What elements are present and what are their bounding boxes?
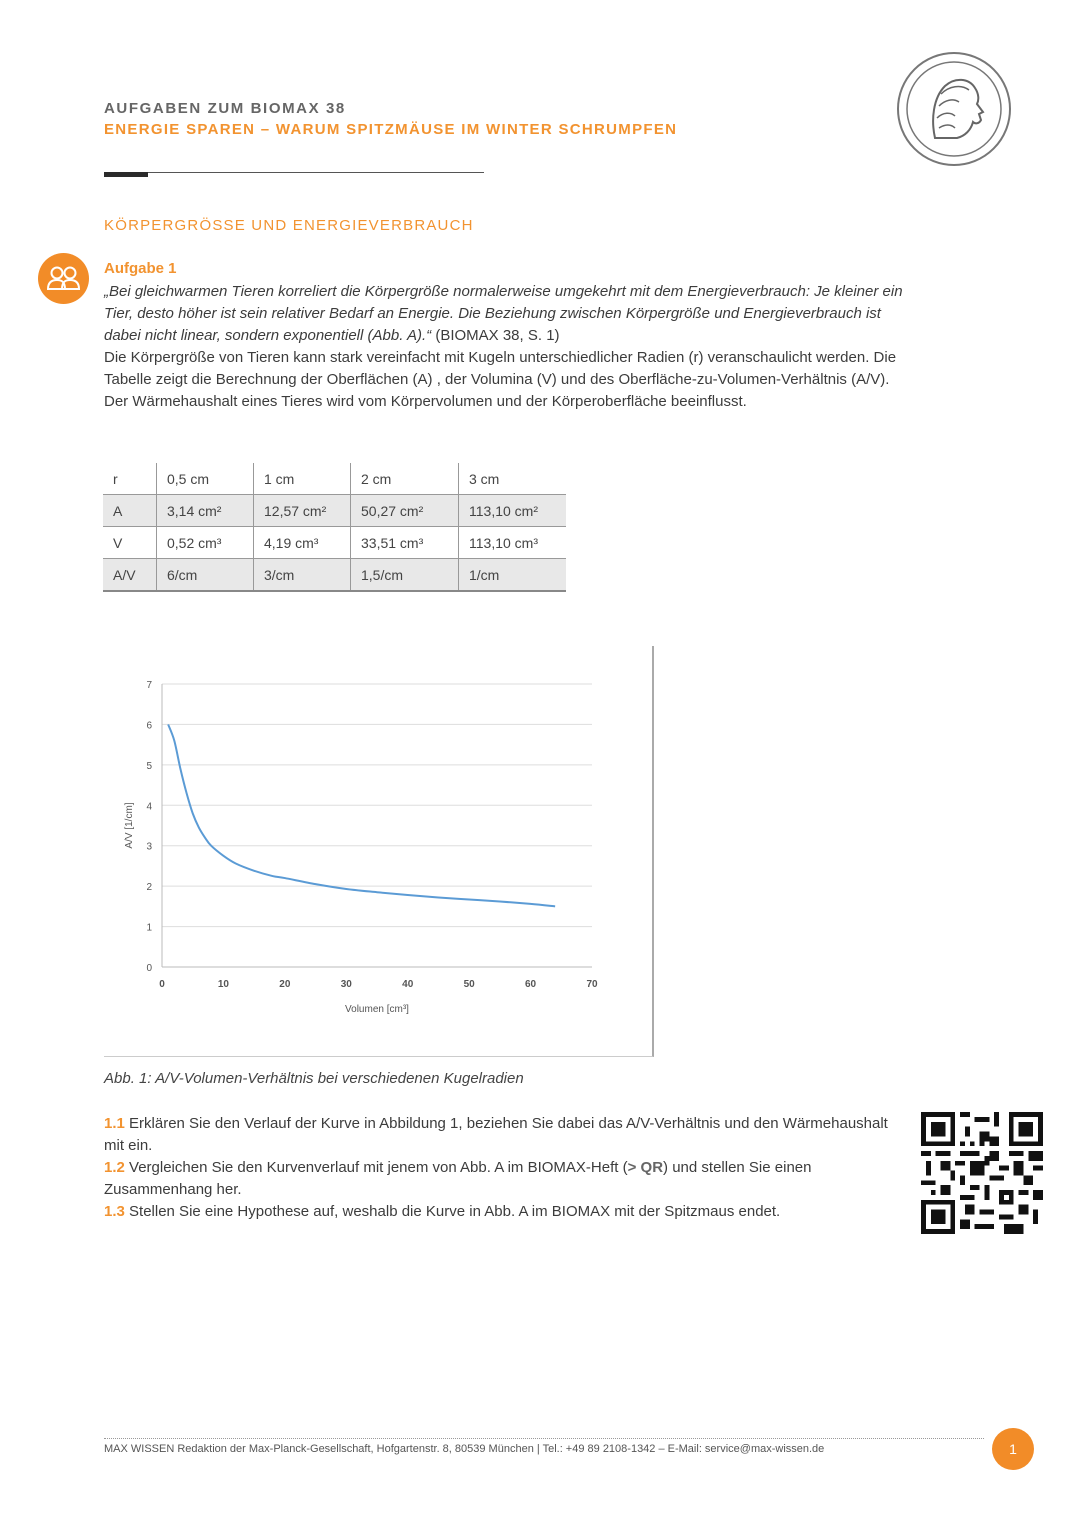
task-quote-source: (BIOMAX 38, S. 1) [431, 327, 560, 344]
section-title: KÖRPERGRÖSSE UND ENERGIEVERBRAUCH [104, 217, 474, 234]
table-cell: 1 cm [254, 463, 351, 495]
question-text: Stellen Sie eine Hypothese auf, weshalb die Kurve in Abb. A im BIOMAX mit der Spitzmaus endet. [124, 1203, 781, 1220]
table-cell: 113,10 cm² [459, 495, 567, 527]
qr-code[interactable] [921, 1112, 1043, 1234]
question-text: Erklären Sie den Verlauf der Kurve in Abbildung 1, beziehen Sie dabei das A/V-Verhältnis und den Wärmehaushalt mit ein. [104, 1115, 888, 1154]
x-axis-label: Volumen [cm³] [345, 1004, 409, 1015]
question-1-2 [104, 1157, 904, 1201]
table-cell: 3,14 cm² [157, 495, 254, 527]
page-number: 1 [992, 1428, 1034, 1470]
y-tick-label: 0 [146, 963, 152, 974]
y-tick-label: 1 [146, 922, 152, 934]
task-quote: „Bei gleichwarmen Tieren korreliert die Körpergröße normalerweise umgekehrt mit dem Energieverbrauch: Je kleiner ein Tier, desto höher ist sein relativer Bedarf an Energie. Die Beziehung zwischen Körpergröße und Energieverbrauch ist dabei nicht linear, sondern exponentiell (Abb. A).“ [104, 283, 903, 344]
y-tick-label: 7 [146, 680, 152, 691]
footer-text: MAX WISSEN Redaktion der Max-Planck-Gesellschaft, Hofgartenstr. 8, 80539 München | Tel.: +49 89 2108-1342 – E-Mail: service@max-wissen.de [104, 1443, 825, 1455]
task-title: Aufgabe 1 [104, 260, 177, 277]
qr-reference: > QR [627, 1159, 664, 1176]
table-cell: 3 cm [459, 463, 567, 495]
header-subtitle: AUFGABEN ZUM BIOMAX 38 [104, 100, 346, 117]
question-list [104, 1113, 904, 1223]
x-tick-label: 50 [463, 979, 475, 990]
table-cell: 3/cm [254, 559, 351, 592]
table-cell: 1,5/cm [351, 559, 459, 592]
question-text: Vergleichen Sie den Kurvenverlauf mit jenem von Abb. A im BIOMAX-Heft ( [124, 1159, 628, 1176]
y-axis-label: A/V [1/cm] [124, 802, 135, 849]
x-tick-label: 40 [402, 979, 414, 990]
table-row-label: r [103, 463, 157, 495]
x-tick-label: 10 [217, 979, 229, 990]
table-row [103, 527, 566, 559]
table-row [103, 559, 566, 592]
y-tick-label: 3 [146, 841, 152, 853]
y-tick-label: 6 [146, 720, 152, 732]
x-tick-label: 30 [340, 979, 352, 990]
table-row-label: A/V [103, 559, 157, 592]
table-row [103, 463, 566, 495]
table-row-label: A [103, 495, 157, 527]
x-tick-label: 20 [279, 979, 291, 990]
figure-caption: Abb. 1: A/V-Volumen-Verhältnis bei verschiedenen Kugelradien [104, 1070, 524, 1087]
y-tick-label: 2 [146, 882, 152, 894]
x-tick-label: 0 [159, 979, 165, 990]
y-tick-label: 5 [146, 760, 152, 772]
max-planck-logo [895, 50, 1013, 168]
table-cell: 0,52 cm³ [157, 527, 254, 559]
x-tick-label: 60 [525, 979, 537, 990]
footer-divider [104, 1438, 984, 1439]
y-tick-label: 4 [146, 801, 152, 813]
table-cell: 12,57 cm² [254, 495, 351, 527]
header-title: ENERGIE SPAREN – WARUM SPITZMÄUSE IM WINTER SCHRUMPFEN [104, 121, 678, 138]
question-1-1 [104, 1113, 904, 1157]
table-cell: 50,27 cm² [351, 495, 459, 527]
question-text: ) und stellen Sie einen Zusammenhang her. [104, 1159, 812, 1198]
header-divider [104, 172, 484, 173]
table-cell: 2 cm [351, 463, 459, 495]
table-cell: 6/cm [157, 559, 254, 592]
question-1-3 [104, 1201, 904, 1223]
question-number: 1.1 [104, 1115, 125, 1132]
table-cell: 113,10 cm³ [459, 527, 567, 559]
av-volume-chart [104, 646, 652, 1056]
table-row-label: V [103, 527, 157, 559]
group-work-icon [38, 253, 89, 304]
x-tick-label: 70 [586, 979, 598, 990]
task-text [104, 281, 914, 413]
question-number: 1.3 [104, 1203, 125, 1220]
table-cell: 4,19 cm³ [254, 527, 351, 559]
table-cell: 1/cm [459, 559, 567, 592]
table-cell: 0,5 cm [157, 463, 254, 495]
header-divider-accent [104, 172, 148, 177]
av-table [103, 463, 566, 592]
series-line [168, 724, 555, 906]
question-number: 1.2 [104, 1159, 125, 1176]
table-cell: 33,51 cm³ [351, 527, 459, 559]
table-row [103, 495, 566, 527]
task-description: Die Körpergröße von Tieren kann stark vereinfacht mit Kugeln unterschiedlicher Radien (r) veranschaulicht werden. Die Tabelle zeigt die Berechnung der Oberflächen (A) , der Volumina (V) und des Oberfläche-zu-Volumen-Verhältnis (A/V). Der Wärmehaushalt eines Tieres wird vom Körpervolumen und der Körperoberfläche beeinflusst. [104, 349, 897, 410]
